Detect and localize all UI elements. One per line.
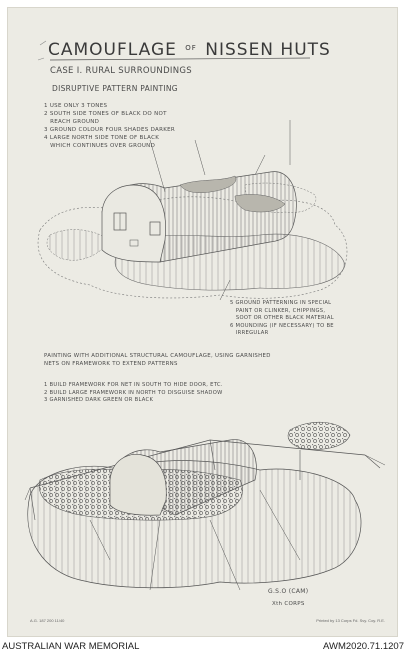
signature-corps: Xth CORPS bbox=[272, 601, 305, 607]
footer-printer: Printed by 13 Corps Fd. Svy. Coy. R.E. bbox=[316, 618, 385, 623]
instruction-line: 1 BUILD FRAMEWORK FOR NET IN SOUTH TO HIDE DOOR, ETC. bbox=[44, 382, 223, 388]
instruction-line: 2 BUILD LARGE FRAMEWORK IN NORTH TO DISGUISE SHADOW bbox=[44, 389, 223, 396]
instruction-line: 4 LARGE NORTH SIDE TONE OF BLACK bbox=[44, 135, 160, 141]
instruction-line: REACH GROUND bbox=[44, 119, 100, 125]
subtitle: DISRUPTIVE PATTERN PAINTING bbox=[52, 84, 178, 93]
title-of: OF bbox=[185, 44, 197, 52]
instruction-line: IRREGULAR bbox=[230, 330, 269, 337]
heading-line: NETS ON FRAMEWORK TO EXTEND PATTERNS bbox=[44, 361, 178, 367]
instruction-line: WHICH CONTINUES OVER GROUND bbox=[44, 143, 156, 149]
hut-illustration-lower bbox=[25, 422, 385, 590]
instruction-line: 5 GROUND PATTERNING IN SPECIAL bbox=[230, 300, 332, 306]
instruction-line: PAINT OR CLINKER, CHIPPINGS, bbox=[230, 307, 326, 314]
footer-form-number: A.G. 187 200 11/40 bbox=[30, 618, 65, 623]
instruction-line: 1 USE ONLY 3 TONES bbox=[44, 103, 108, 109]
instructions-lower bbox=[44, 382, 264, 405]
case-line: CASE I. RURAL SURROUNDINGS bbox=[50, 66, 192, 76]
instruction-line: 3 GROUND COLOUR FOUR SHADES DARKER bbox=[44, 127, 175, 133]
title-part-1: CAMOUFLAGE bbox=[48, 40, 177, 60]
title-part-2: NISSEN HUTS bbox=[205, 40, 331, 60]
painting-heading bbox=[44, 352, 304, 368]
poster-title bbox=[48, 40, 331, 60]
caption-accession-number: AWM2020.71.1207 bbox=[323, 641, 404, 652]
caption-institution: AUSTRALIAN WAR MEMORIAL bbox=[2, 641, 140, 652]
instruction-line: 2 SOUTH SIDE TONES OF BLACK DO NOT bbox=[44, 111, 167, 117]
instruction-line: 6 MOUNDING (IF NECESSARY) TO BE bbox=[230, 322, 334, 329]
heading-line: PAINTING WITH ADDITIONAL STRUCTURAL CAMOUFLAGE, USING GARNISHED bbox=[44, 353, 271, 359]
signature-office: G.S.O (CAM) bbox=[268, 588, 309, 595]
instructions-upper bbox=[44, 102, 224, 150]
instruction-line: SOOT OR OTHER BLACK MATERIAL bbox=[230, 315, 334, 322]
instruction-line: 3 GARNISHED DARK GREEN OR BLACK bbox=[44, 397, 154, 404]
instructions-middle bbox=[230, 300, 370, 338]
